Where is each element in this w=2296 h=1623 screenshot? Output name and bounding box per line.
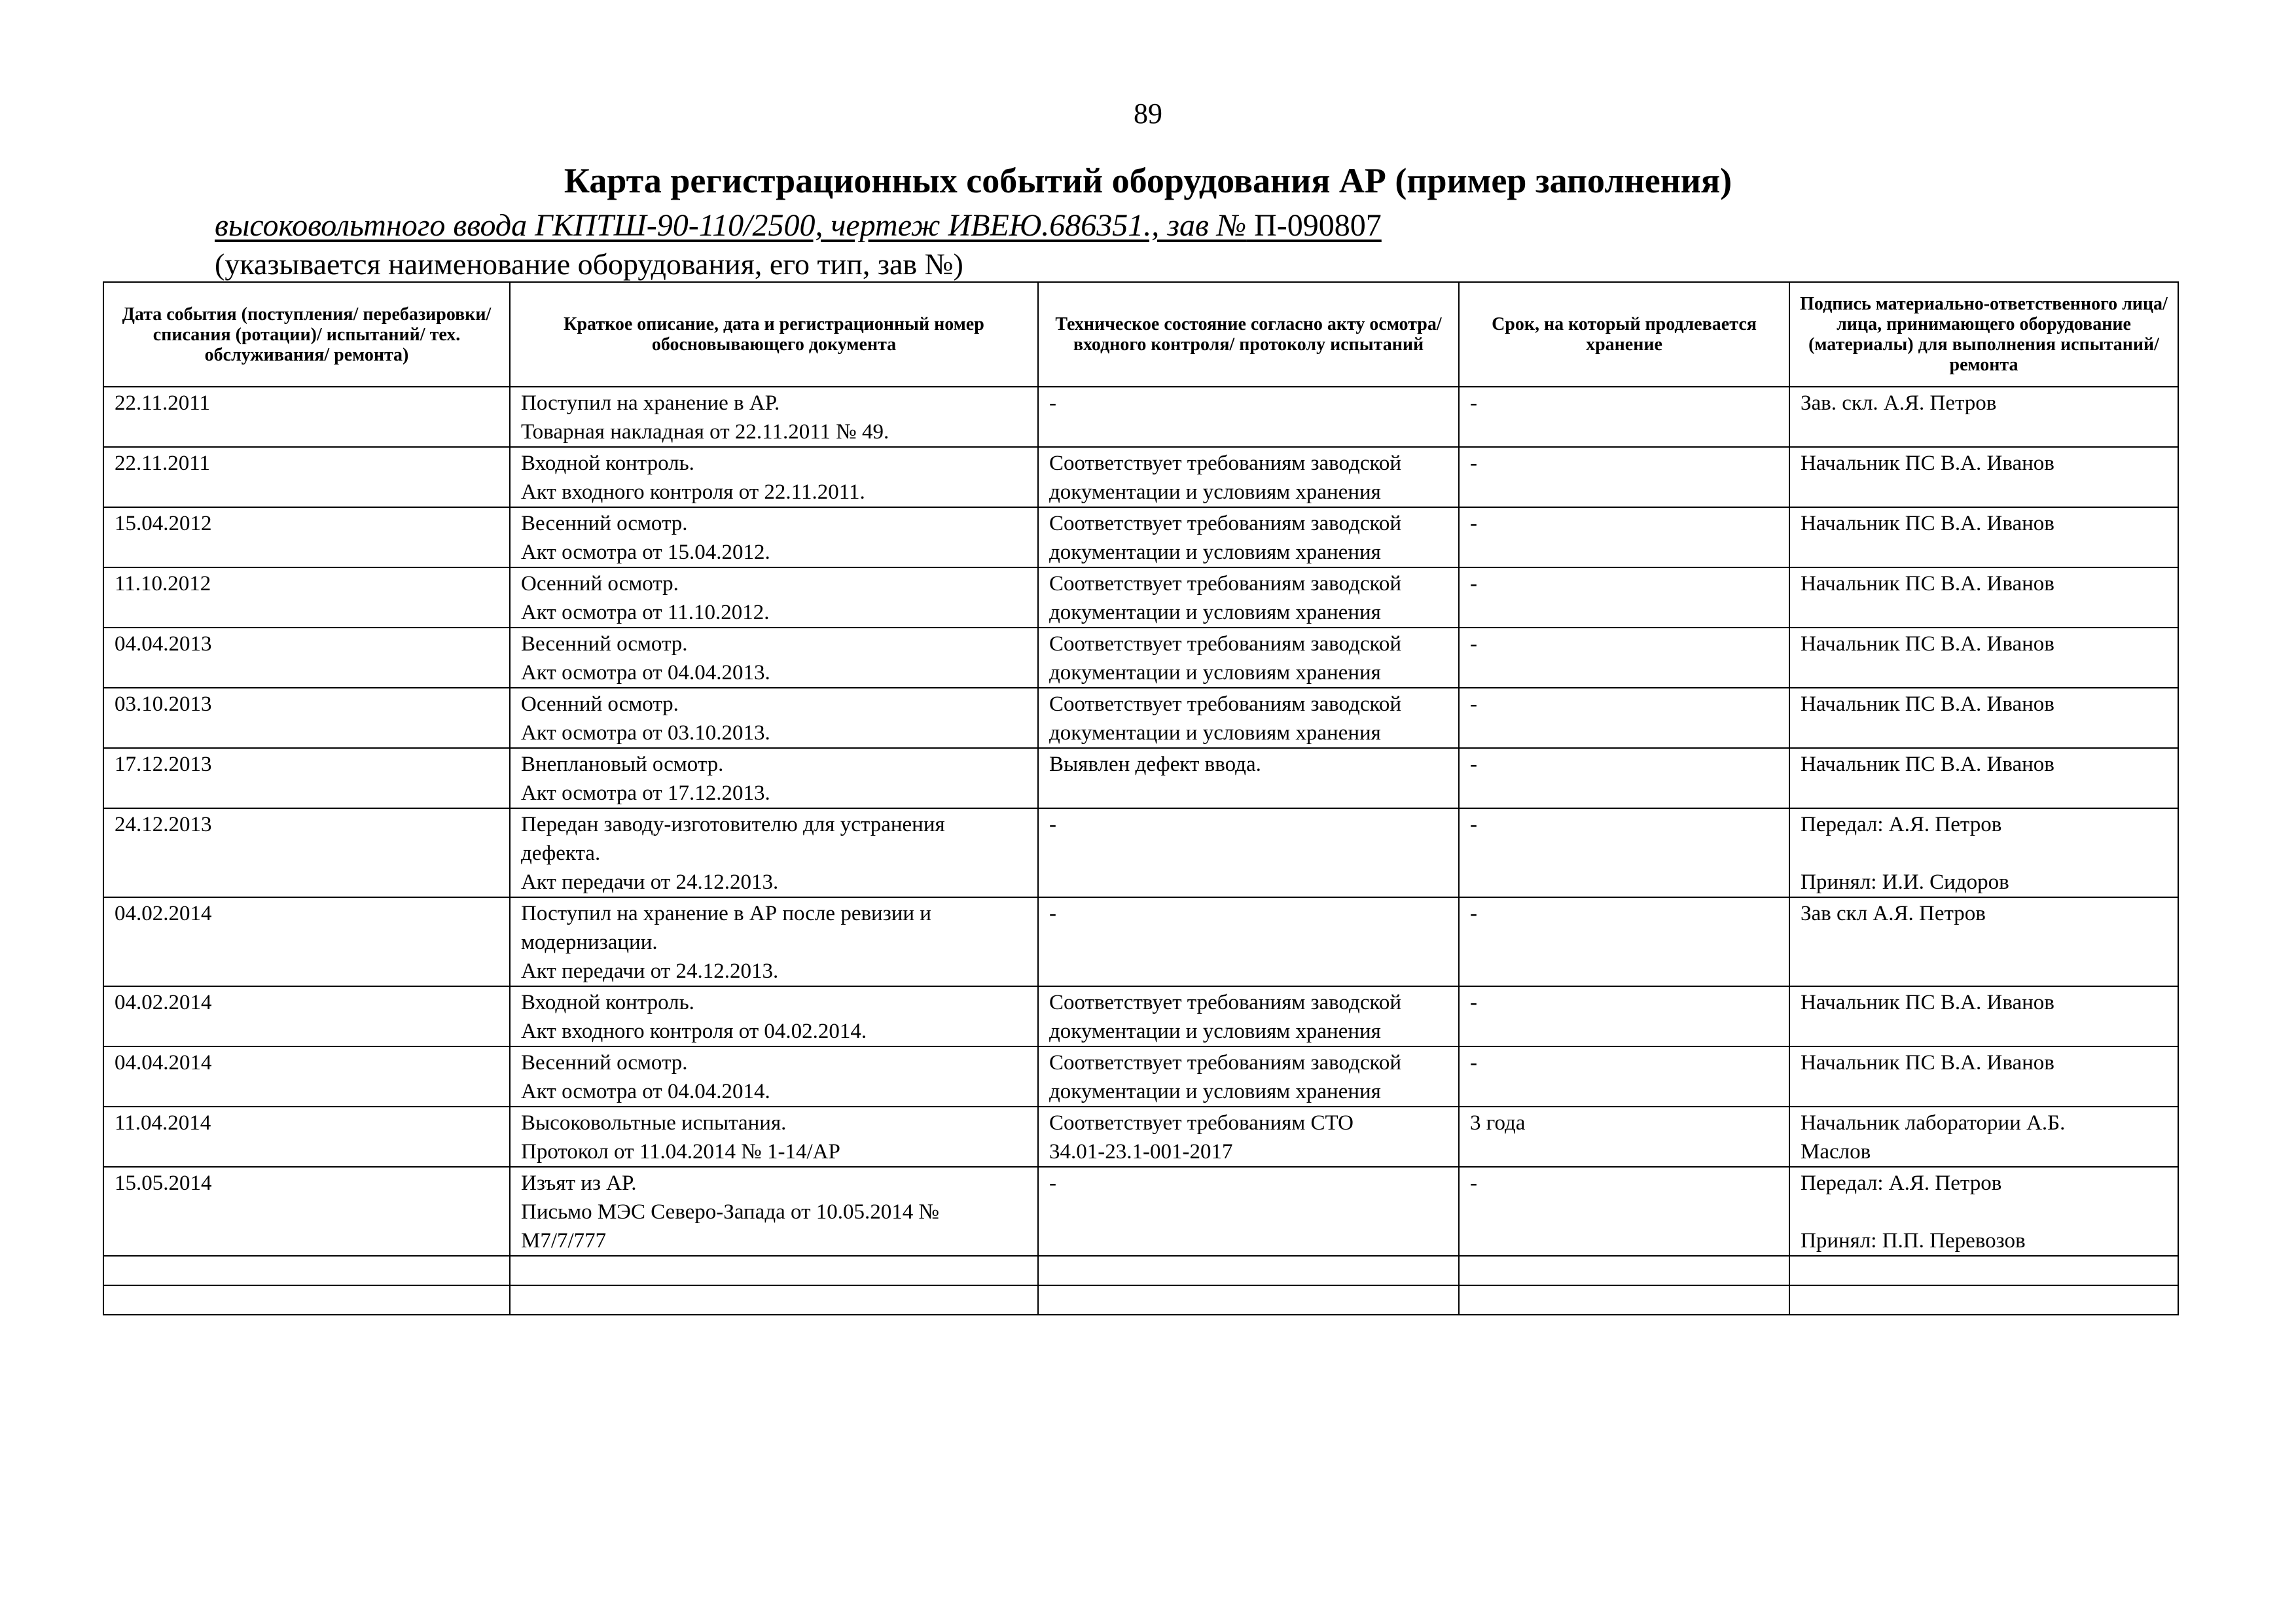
- cell-technical-state: [1038, 808, 1459, 897]
- cell-description: [510, 507, 1038, 567]
- cell-technical-state-line: -: [1049, 813, 1056, 836]
- cell-description: [510, 1167, 1038, 1256]
- empty-cell: [103, 1256, 510, 1285]
- cell-storage-term: -: [1459, 447, 1789, 507]
- cell-storage-term: -: [1459, 628, 1789, 688]
- cell-signature-line: Начальник ПС В.А. Иванов: [1801, 632, 2054, 656]
- cell-description-line: Весенний осмотр.: [521, 512, 688, 535]
- cell-technical-state: [1038, 1167, 1459, 1256]
- cell-signature: [1789, 748, 2178, 808]
- cell-description-line: Входной контроль.: [521, 452, 694, 475]
- table-row: [103, 628, 2178, 688]
- cell-description: [510, 897, 1038, 986]
- table-header-row: [103, 282, 2178, 387]
- cell-description-line: Осенний осмотр.: [521, 692, 679, 716]
- cell-description: [510, 688, 1038, 748]
- equipment-caption: (указывается наименование оборудования, его тип, зав №): [215, 247, 963, 281]
- cell-signature-line: Передал: А.Я. Петров: [1801, 813, 2002, 836]
- cell-technical-state: [1038, 1107, 1459, 1167]
- cell-signature-line: Зав скл А.Я. Петров: [1801, 902, 1986, 925]
- cell-technical-state-line: Соответствует требованиям СТО: [1049, 1111, 1354, 1135]
- cell-technical-state-line: -: [1049, 391, 1056, 415]
- cell-date: 15.04.2012: [103, 507, 510, 567]
- cell-description: [510, 1107, 1038, 1167]
- empty-cell: [103, 1285, 510, 1315]
- table-row: [103, 1167, 2178, 1256]
- empty-cell: [1038, 1256, 1459, 1285]
- table-row: [103, 447, 2178, 507]
- cell-technical-state-line: -: [1049, 902, 1056, 925]
- cell-storage-term: -: [1459, 387, 1789, 447]
- empty-cell: [1789, 1285, 2178, 1315]
- cell-description-line: Весенний осмотр.: [521, 1051, 688, 1075]
- cell-technical-state-line: документации и условиям хранения: [1049, 1020, 1381, 1043]
- header-description: Краткое описание, дата и регистрационный номер обосновывающего документа: [510, 282, 1038, 387]
- cell-description-line: Товарная накладная от 22.11.2011 № 49.: [521, 420, 889, 444]
- cell-technical-state-line: документации и условиям хранения: [1049, 721, 1381, 745]
- cell-signature: [1789, 808, 2178, 897]
- table-row: [103, 748, 2178, 808]
- table-body: [103, 387, 2178, 1315]
- cell-date: 04.02.2014: [103, 897, 510, 986]
- cell-technical-state-line: 34.01-23.1-001-2017: [1049, 1140, 1233, 1164]
- cell-storage-term: -: [1459, 688, 1789, 748]
- cell-description-line: Входной контроль.: [521, 991, 694, 1014]
- cell-description: [510, 748, 1038, 808]
- cell-technical-state-line: документации и условиям хранения: [1049, 1080, 1381, 1103]
- cell-date: 17.12.2013: [103, 748, 510, 808]
- cell-description-line: дефекта.: [521, 842, 601, 865]
- cell-description-line: Акт передачи от 24.12.2013.: [521, 959, 779, 983]
- cell-description-line: Акт осмотра от 15.04.2012.: [521, 541, 770, 564]
- cell-technical-state-line: Соответствует требованиям заводской: [1049, 692, 1401, 716]
- cell-date: 11.04.2014: [103, 1107, 510, 1167]
- cell-signature: [1789, 628, 2178, 688]
- table-row: [103, 1046, 2178, 1107]
- table-row: [103, 567, 2178, 628]
- header-technical-state: Техническое состояние согласно акту осмотра/ входного контроля/ протоколу испытаний: [1038, 282, 1459, 387]
- cell-description: [510, 567, 1038, 628]
- cell-technical-state-line: документации и условиям хранения: [1049, 661, 1381, 685]
- header-event-date: Дата события (поступления/ перебазировки/ списания (ротации)/ испытаний/ тех. обслуживания/ ремонта): [103, 282, 510, 387]
- cell-description-line: Передан заводу-изготовителю для устранения: [521, 813, 945, 836]
- empty-cell: [1459, 1285, 1789, 1315]
- cell-description: [510, 808, 1038, 897]
- cell-description-line: Осенний осмотр.: [521, 572, 679, 596]
- empty-cell: [510, 1285, 1038, 1315]
- empty-cell: [510, 1256, 1038, 1285]
- table-row: [103, 1107, 2178, 1167]
- cell-signature: [1789, 507, 2178, 567]
- cell-description: [510, 387, 1038, 447]
- cell-date: 04.04.2014: [103, 1046, 510, 1107]
- cell-technical-state: [1038, 1046, 1459, 1107]
- cell-storage-term: -: [1459, 897, 1789, 986]
- cell-technical-state: [1038, 986, 1459, 1046]
- header-signature: Подпись материально-ответственного лица/ лица, принимающего оборудование (материалы) для выполнения испытаний/ ремонта: [1789, 282, 2178, 387]
- cell-signature: [1789, 1046, 2178, 1107]
- cell-date: 24.12.2013: [103, 808, 510, 897]
- cell-description: [510, 447, 1038, 507]
- empty-cell: [1459, 1256, 1789, 1285]
- cell-description-line: Высоковольтные испытания.: [521, 1111, 787, 1135]
- cell-description-line: Письмо МЭС Северо-Запада от 10.05.2014 №: [521, 1200, 940, 1224]
- cell-technical-state-line: Соответствует требованиям заводской: [1049, 452, 1401, 475]
- cell-description-line: Поступил на хранение в АР после ревизии и: [521, 902, 931, 925]
- cell-technical-state-line: Выявлен дефект ввода.: [1049, 753, 1261, 776]
- cell-technical-state: [1038, 447, 1459, 507]
- cell-storage-term: -: [1459, 1167, 1789, 1256]
- cell-description-line: Акт осмотра от 11.10.2012.: [521, 601, 770, 624]
- header-storage-term: Срок, на который продлевается хранение: [1459, 282, 1789, 387]
- cell-description: [510, 628, 1038, 688]
- cell-technical-state-line: Соответствует требованиям заводской: [1049, 632, 1401, 656]
- cell-technical-state: [1038, 628, 1459, 688]
- cell-description-line: Внеплановый осмотр.: [521, 753, 724, 776]
- cell-date: 04.02.2014: [103, 986, 510, 1046]
- cell-description-line: Акт передачи от 24.12.2013.: [521, 870, 779, 894]
- table-row: [103, 688, 2178, 748]
- cell-description: [510, 986, 1038, 1046]
- cell-signature-line: Передал: А.Я. Петров: [1801, 1171, 2002, 1195]
- empty-table-row: [103, 1256, 2178, 1285]
- cell-technical-state-line: документации и условиям хранения: [1049, 541, 1381, 564]
- cell-signature: [1789, 1107, 2178, 1167]
- cell-signature-line: Начальник ПС В.А. Иванов: [1801, 572, 2054, 596]
- cell-description-line: Акт осмотра от 03.10.2013.: [521, 721, 770, 745]
- cell-description-line: Поступил на хранение в АР.: [521, 391, 780, 415]
- cell-signature: [1789, 688, 2178, 748]
- cell-signature-line: Начальник ПС В.А. Иванов: [1801, 753, 2054, 776]
- cell-description-line: М7/7/777: [521, 1229, 607, 1253]
- cell-storage-term: -: [1459, 986, 1789, 1046]
- cell-description-line: Акт осмотра от 04.04.2013.: [521, 661, 770, 685]
- cell-date: 03.10.2013: [103, 688, 510, 748]
- table-row: [103, 387, 2178, 447]
- cell-technical-state-line: -: [1049, 1171, 1056, 1195]
- equipment-subject: [215, 207, 1382, 245]
- document-title: Карта регистрационных событий оборудования АР (пример заполнения): [564, 161, 1732, 200]
- empty-cell: [1789, 1256, 2178, 1285]
- cell-description-line: Акт входного контроля от 04.02.2014.: [521, 1020, 867, 1043]
- cell-signature: [1789, 986, 2178, 1046]
- cell-signature-line: Начальник ПС В.А. Иванов: [1801, 512, 2054, 535]
- cell-technical-state-line: Соответствует требованиям заводской: [1049, 991, 1401, 1014]
- cell-signature-line: Начальник ПС В.А. Иванов: [1801, 692, 2054, 716]
- cell-description-line: Акт осмотра от 04.04.2014.: [521, 1080, 770, 1103]
- cell-storage-term: -: [1459, 507, 1789, 567]
- registration-table: [103, 281, 2179, 1315]
- cell-date: 22.11.2011: [103, 447, 510, 507]
- cell-signature-line: Зав. скл. А.Я. Петров: [1801, 391, 1997, 415]
- cell-technical-state: [1038, 897, 1459, 986]
- cell-technical-state-line: документации и условиям хранения: [1049, 480, 1381, 504]
- cell-signature-line: Начальник лаборатории А.Б.: [1801, 1111, 2066, 1135]
- cell-date: 04.04.2013: [103, 628, 510, 688]
- cell-technical-state-line: Соответствует требованиям заводской: [1049, 1051, 1401, 1075]
- table-row: [103, 808, 2178, 897]
- cell-description-line: Акт входного контроля от 22.11.2011.: [521, 480, 865, 504]
- cell-storage-term: -: [1459, 567, 1789, 628]
- cell-technical-state: [1038, 748, 1459, 808]
- cell-date: 15.05.2014: [103, 1167, 510, 1256]
- cell-signature: [1789, 447, 2178, 507]
- table-row: [103, 897, 2178, 986]
- cell-description-line: Изъят из АР.: [521, 1171, 637, 1195]
- cell-signature-line: [1801, 1198, 2167, 1226]
- cell-signature-line: Принял: П.П. Перевозов: [1801, 1229, 2026, 1253]
- equipment-serial: П-090807: [1246, 208, 1382, 243]
- cell-storage-term: 3 года: [1459, 1107, 1789, 1167]
- cell-storage-term: -: [1459, 748, 1789, 808]
- cell-signature-line: Начальник ПС В.А. Иванов: [1801, 1051, 2054, 1075]
- cell-signature-line: [1801, 839, 2167, 868]
- cell-technical-state: [1038, 688, 1459, 748]
- cell-storage-term: -: [1459, 808, 1789, 897]
- cell-description-line: Акт осмотра от 17.12.2013.: [521, 781, 770, 805]
- cell-technical-state: [1038, 387, 1459, 447]
- cell-signature: [1789, 1167, 2178, 1256]
- cell-storage-term: -: [1459, 1046, 1789, 1107]
- cell-technical-state: [1038, 507, 1459, 567]
- table-row: [103, 507, 2178, 567]
- cell-technical-state-line: Соответствует требованиям заводской: [1049, 512, 1401, 535]
- cell-description-line: модернизации.: [521, 931, 658, 954]
- cell-signature-line: Принял: И.И. Сидоров: [1801, 870, 2009, 894]
- cell-date: 11.10.2012: [103, 567, 510, 628]
- cell-signature: [1789, 897, 2178, 986]
- cell-signature-line: Начальник ПС В.А. Иванов: [1801, 452, 2054, 475]
- equipment-name: высоковольтного ввода ГКПТШ-90-110/2500, чертеж ИВЕЮ.686351., зав №: [215, 208, 1247, 243]
- cell-technical-state-line: Соответствует требованиям заводской: [1049, 572, 1401, 596]
- empty-cell: [1038, 1285, 1459, 1315]
- cell-signature-line: Начальник ПС В.А. Иванов: [1801, 991, 2054, 1014]
- cell-date: 22.11.2011: [103, 387, 510, 447]
- cell-signature-line: Маслов: [1801, 1140, 1871, 1164]
- cell-description: [510, 1046, 1038, 1107]
- cell-description-line: Весенний осмотр.: [521, 632, 688, 656]
- table-row: [103, 986, 2178, 1046]
- page-number: 89: [1134, 98, 1162, 130]
- cell-signature: [1789, 567, 2178, 628]
- cell-technical-state-line: документации и условиям хранения: [1049, 601, 1381, 624]
- cell-technical-state: [1038, 567, 1459, 628]
- cell-signature: [1789, 387, 2178, 447]
- cell-description-line: Протокол от 11.04.2014 № 1-14/АР: [521, 1140, 840, 1164]
- empty-table-row: [103, 1285, 2178, 1315]
